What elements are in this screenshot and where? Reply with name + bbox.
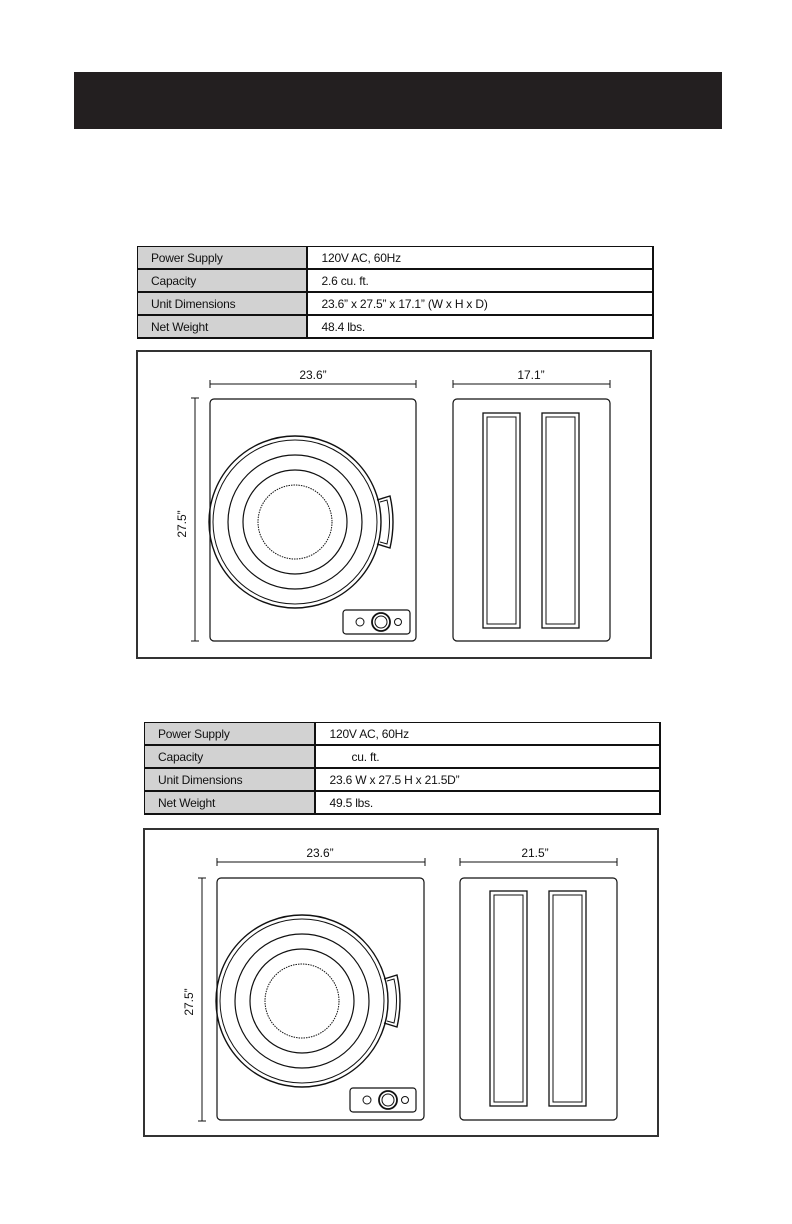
height-dimension-line (198, 878, 206, 1121)
spec-value: 120V AC, 60Hz (315, 723, 660, 746)
depth-dimension-label: 17.1” (517, 368, 545, 382)
spec-label: Capacity (138, 269, 307, 292)
spec-table-model-1 (137, 246, 654, 339)
control-panel (343, 610, 410, 634)
height-dimension-label: 27.5” (175, 510, 189, 538)
spec-label: Net Weight (138, 315, 307, 338)
spec-value: 49.5 lbs. (315, 791, 660, 814)
spec-label: Power Supply (138, 247, 307, 270)
spec-table-model-2 (144, 722, 661, 815)
dimension-diagram-model-1 (136, 350, 652, 659)
spec-label: Power Supply (145, 723, 315, 746)
spec-label: Unit Dimensions (138, 292, 307, 315)
spec-row-net-weight (138, 315, 653, 338)
spec-row-power-supply (145, 723, 660, 746)
spec-value: 2.6 cu. ft. (307, 269, 653, 292)
spec-value: cu. ft. (351, 749, 380, 764)
spec-value: 23.6 W x 27.5 H x 21.5D” (315, 768, 660, 791)
dryer-front-view (209, 399, 416, 641)
height-dimension-line (191, 398, 199, 641)
spec-value: 23.6” x 27.5” x 17.1” (W x H x D) (307, 292, 653, 315)
spec-label: Net Weight (145, 791, 315, 814)
spec-row-capacity (145, 745, 660, 768)
width-dimension-label: 23.6” (306, 846, 334, 860)
dryer-side-view (460, 878, 617, 1120)
spec-value: 48.4 lbs. (307, 315, 653, 338)
height-dimension-label: 27.5” (182, 988, 196, 1016)
dryer-side-view (453, 399, 610, 641)
spec-label: Unit Dimensions (145, 768, 315, 791)
dryer-front-view (216, 878, 424, 1120)
spec-row-capacity (138, 269, 653, 292)
spec-row-power-supply (138, 247, 653, 270)
header-bar (74, 72, 722, 129)
spec-label: Capacity (145, 745, 315, 768)
width-dimension-label: 23.6” (299, 368, 327, 382)
depth-dimension-label: 21.5” (521, 846, 549, 860)
spec-row-net-weight (145, 791, 660, 814)
control-panel (350, 1088, 416, 1112)
spec-row-unit-dimensions (138, 292, 653, 315)
dimension-diagram-model-2 (143, 828, 659, 1137)
spec-value-cell (315, 745, 660, 768)
spec-value: 120V AC, 60Hz (307, 247, 653, 270)
spec-row-unit-dimensions (145, 768, 660, 791)
